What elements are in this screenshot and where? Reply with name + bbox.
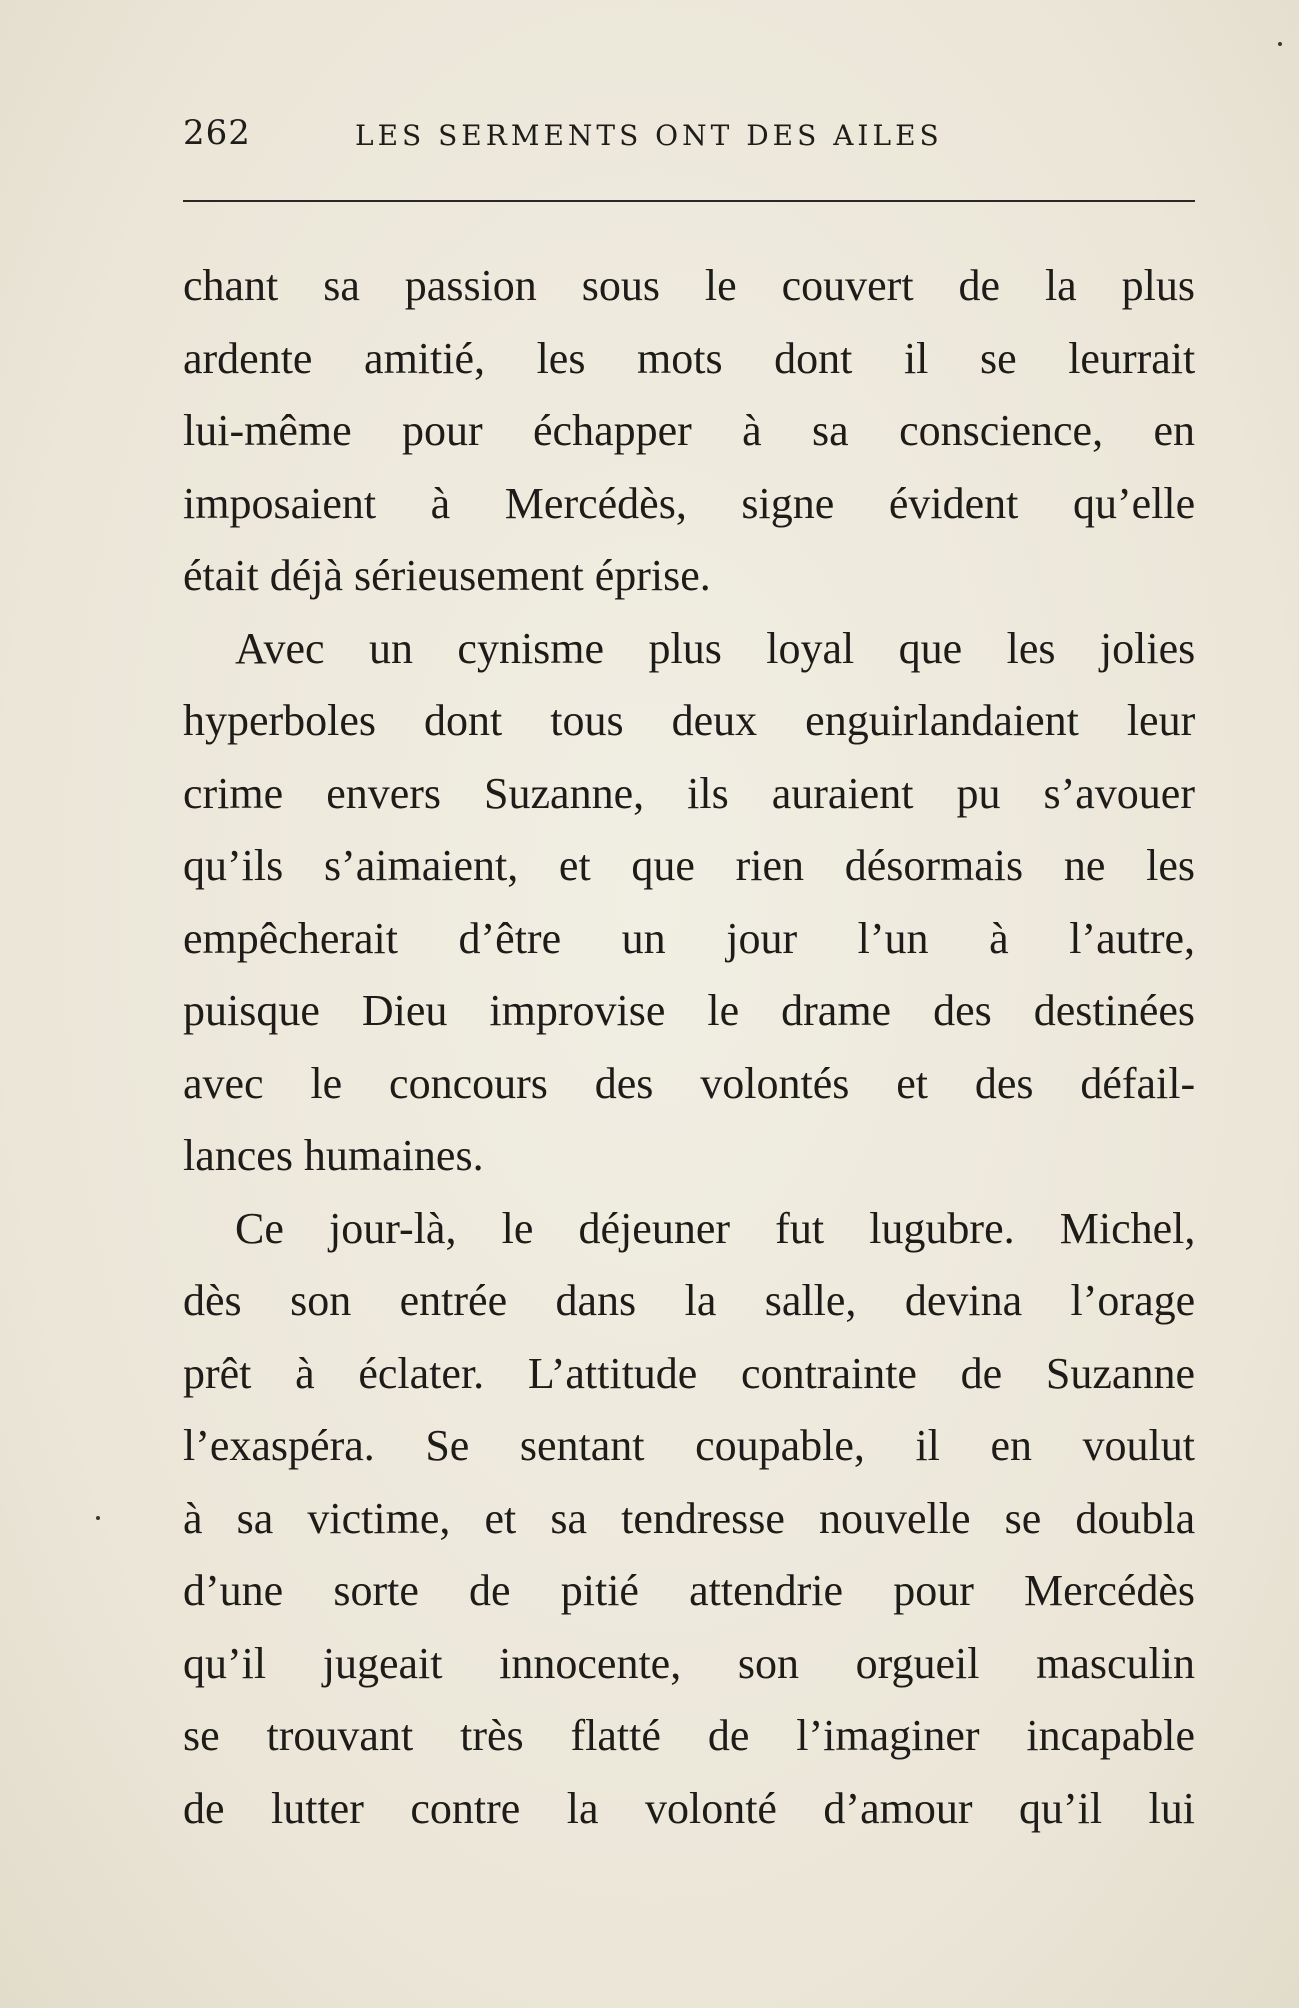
text-line: chant sa passion sous le couvert de la plus (183, 261, 1195, 310)
text-line: hyperboles dont tous deux enguirlandaient leur (183, 696, 1196, 745)
text-line: à sa victime, et sa tendresse nouvelle se doubla (183, 1493, 1196, 1543)
paragraph-3 (183, 1193, 1195, 1846)
text-line: lui-même pour échapper à sa conscience, en (183, 406, 1195, 455)
text-line: d’une sorte de pitié attendrie pour Mercédès (183, 1566, 1196, 1615)
text-line: qu’il jugeait innocente, son orgueil masculin (183, 1638, 1195, 1688)
text-line: l’exaspéra. Se sentant coupable, il en voulut (183, 1421, 1195, 1470)
text-line: était déjà sérieusement éprise. (183, 551, 711, 600)
page-header (183, 113, 1193, 163)
running-title: LES SERMENTS ONT DES AILES (355, 119, 943, 152)
text-line: lances humaines. (183, 1131, 484, 1180)
text-line: avec le concours des volontés et des défail- (183, 1058, 1196, 1108)
page-number: 262 (183, 113, 251, 153)
paragraph-2 (183, 613, 1195, 1193)
text-line: se trouvant très flatté de l’imaginer incapable (183, 1711, 1195, 1760)
header-rule (183, 200, 1195, 202)
text-line: Avec un cynisme plus loyal que les jolies (235, 623, 1196, 673)
text-line: dès son entrée dans la salle, devina l’orage (183, 1276, 1196, 1325)
paragraph-1 (183, 250, 1195, 613)
text-line: ardente amitié, les mots dont il se leurrait (183, 333, 1196, 383)
paper-speck (1278, 42, 1282, 46)
paper-speck (96, 1516, 100, 1520)
body-text (183, 250, 1195, 1845)
text-line: crime envers Suzanne, ils auraient pu s’avouer (183, 768, 1195, 818)
text-line: de lutter contre la volonté d’amour qu’il lui (183, 1783, 1195, 1833)
text-line: prêt à éclater. L’attitude contrainte de Suzanne (183, 1348, 1195, 1398)
text-line: qu’ils s’aimaient, et que rien désormais ne les (183, 841, 1195, 890)
text-line: puisque Dieu improvise le drame des destinées (183, 986, 1196, 1035)
text-line: imposaient à Mercédès, signe évident qu’elle (183, 478, 1196, 528)
text-line: empêcherait d’être un jour l’un à l’autre, (183, 913, 1195, 963)
text-line: Ce jour-là, le déjeuner fut lugubre. Michel, (235, 1203, 1196, 1253)
